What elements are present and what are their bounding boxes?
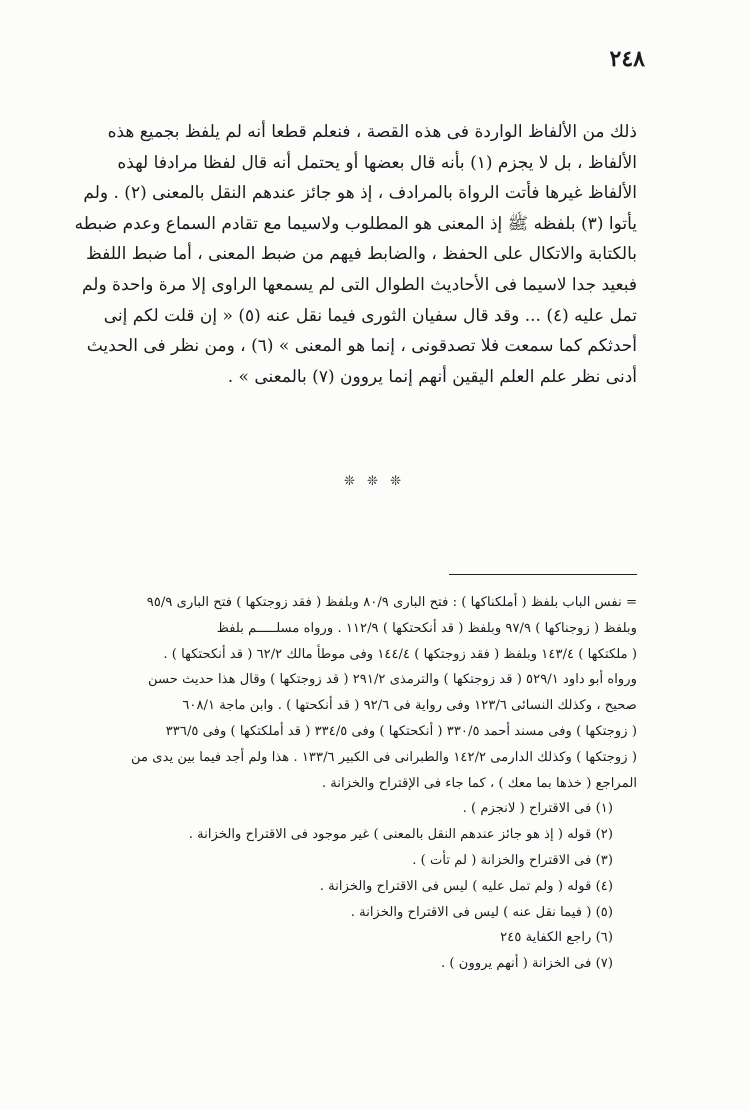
main-text-line: يأتوا (٣) بلفظه ﷺ إذ المعنى هو المطلوب ولاسيما مع تقادم السماع وعدم ضبطه	[74, 213, 637, 234]
main-text-line: أحدثكم كما سمعت فلا تصدقونى ، إنما هو المعنى » (٦) ، ومن نظر فى الحديث	[86, 336, 637, 357]
footnote-continuation-line: ( ملكتكها ) ١٤٣/٤ وبلفظ ( فقد زوجتكها ) ١٤٤/٤ وفى موطأ مالك ٦٢/٢ ( قد أنكحتكها ) .	[163, 646, 637, 662]
footnote-2: (٢) قوله ( إذ هو جائز عندهم النقل بالمعنى ) غير موجود فى الاقتراح والخزانة .	[188, 827, 613, 843]
section-ornament: ❊ ❊ ❊	[344, 474, 405, 489]
main-text-line: تمل عليه (٤) ... وقد قال سفيان الثورى فيما نقل عنه (٥) « إن قلت لكم إنى	[103, 305, 637, 326]
main-text-line: الألفاظ ، بل لا يجزم (١) بأنه قال بعضها أو يحتمل أنه قال لفظا مرادفا لهذه	[117, 152, 637, 173]
main-text-line: الألفاظ غيرها فأتت الرواة بالمرادف ، إذ هو جائز عندهم النقل بالمعنى (٢) . ولم	[83, 183, 637, 204]
main-text-line: فبعيد جدا لاسيما فى الأحاديث الطوال التى لم يسمعها الراوى إلا مرة واحدة ولم	[81, 274, 637, 295]
page-number: ٢٤٨	[609, 46, 645, 72]
main-text-line: ذلك من الألفاظ الواردة فى هذه القصة ، فنعلم قطعا أنه لم يلفظ بجميع هذه	[107, 122, 637, 142]
footnote-continuation-line: صحيح ، وكذلك النسائى ١٢٣/٦ وفى رواية فى ٩٢/٦ ( قد أنكحتها ) . وابن ماجة ٦٠٨/١	[182, 698, 637, 714]
footnote-3: (٣) فى الاقتراح والخزانة ( لم تأت ) .	[412, 852, 613, 868]
main-text-line: أدنى نظر علم العلم اليقين أنهم إنما يروون (٧) بالمعنى » .	[227, 366, 637, 387]
main-text	[74, 117, 637, 392]
footnote-continuation-line: ( زوجتكها ) وفى مسند أحمد ٣٣٠/٥ ( أنكحتكها ) وفى ٣٣٤/٥ ( قد أملكتكها ) وفى ٣٣٦/٥	[165, 723, 637, 739]
footnote-continuation-line: المراجع ( خذها بما معك ) ، كما جاء فى الإقتراح والخزانة .	[321, 775, 637, 791]
footnote-continuation-line: = نفس الباب بلفظ ( أملكناكها ) : فتح البارى ٨٠/٩ وبلفظ ( فقد زوجتكها ) فتح البارى ٩٥/٩	[146, 595, 637, 610]
footnote-separator	[449, 574, 637, 575]
footnote-continuation-line: وبلفظ ( زوجناكها ) ٩٧/٩ وبلفظ ( قد أنكحتكها ) ١١٢/٩ . ورواه مسلـــــم بلفظ	[216, 620, 637, 636]
footnote-6: (٦) راجع الكفاية ٢٤٥	[500, 930, 613, 946]
main-text-line: بالكتابة والاتكال على الحفظ ، والضابط فيهم من ضبط المعنى ، أما ضبط اللفظ	[86, 244, 637, 265]
footnote-7: (٧) فى الخزانة ( أنهم يروون ) .	[441, 956, 613, 972]
footnote-1: (١) فى الاقتراح ( لانجزم ) .	[462, 801, 613, 817]
footnote-continuation-line: ورواه أبو داود ٥٢٩/١ ( قد زوجتكها ) والترمذى ٢٩١/٢ ( قد زوجتكها ) وقال هذا حديث حسن	[147, 672, 637, 688]
footnote-5: (٥) ( فيما نقل عنه ) ليس فى الاقتراح والخزانة .	[350, 904, 613, 920]
footnote-4: (٤) قوله ( ولم تمل عليه ) ليس فى الاقتراح والخزانة .	[319, 878, 613, 894]
footnote-continuation-line: ( زوجتكها ) وكذلك الدارمى ١٤٢/٢ والطبرانى فى الكبير ١٣٣/٦ . هذا ولم أجد فيما بين يدى من	[131, 749, 637, 765]
footnotes	[104, 590, 637, 977]
